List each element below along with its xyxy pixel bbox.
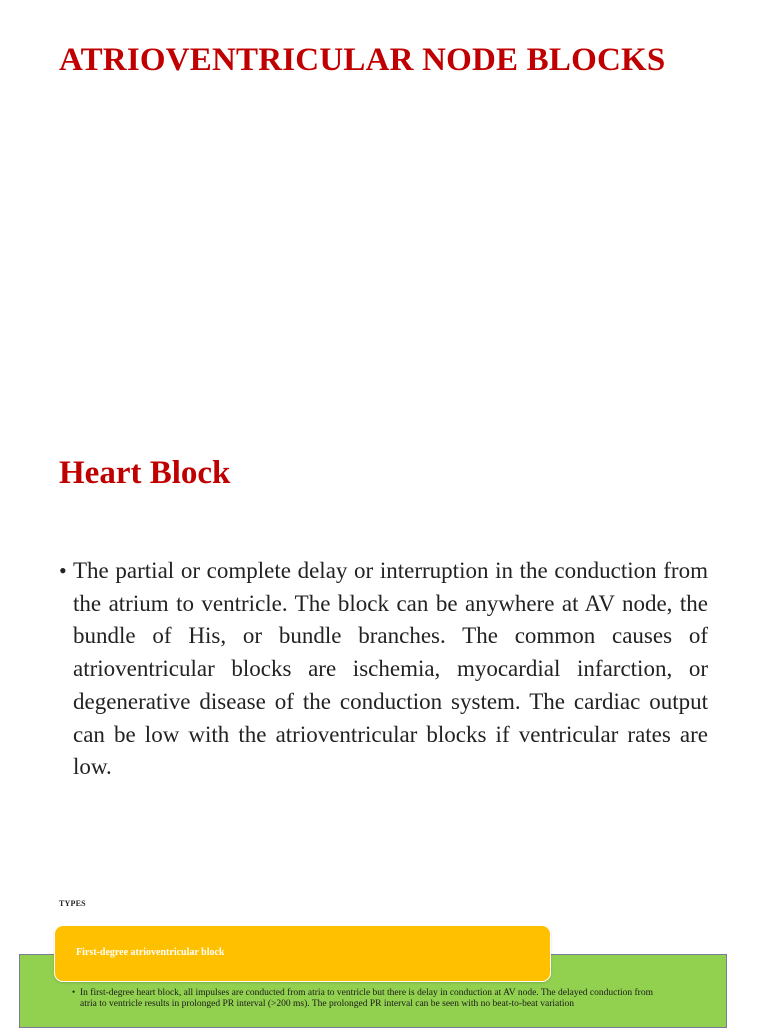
type-header-label: First-degree atrioventricular block — [76, 947, 225, 958]
description-bullet-icon: • — [72, 987, 76, 997]
type-header-box — [54, 925, 551, 982]
bullet-item — [59, 555, 708, 784]
slide-title: ATRIOVENTRICULAR NODE BLOCKS — [59, 42, 666, 78]
description-text: In first-degree heart block, all impulses are conducted from atria to ventricle but there is delay in conduction at AV node. The delayed conduction from atria to ventricle results in prolonged PR interval (>200 ms). The prolonged PR interval can be seen with no beat-to-beat variation — [80, 988, 653, 1009]
types-label: TYPES — [59, 899, 86, 908]
section-heading: Heart Block — [59, 455, 231, 491]
bullet-list — [59, 555, 708, 784]
bullet-text: The partial or complete delay or interruption in the conduction from the atrium to ventricle. The block can be anywhere at AV node, the bundle of His, or bundle branches. The common causes of atrioventricular blocks are ischemia, myocardial infarction, or degenerative disease of the conduction system. The cardiac output can be low with the atrioventricular blocks if ventricular rates are low. — [73, 558, 708, 780]
description-item — [72, 987, 670, 1010]
bullet-icon: • — [59, 558, 67, 583]
